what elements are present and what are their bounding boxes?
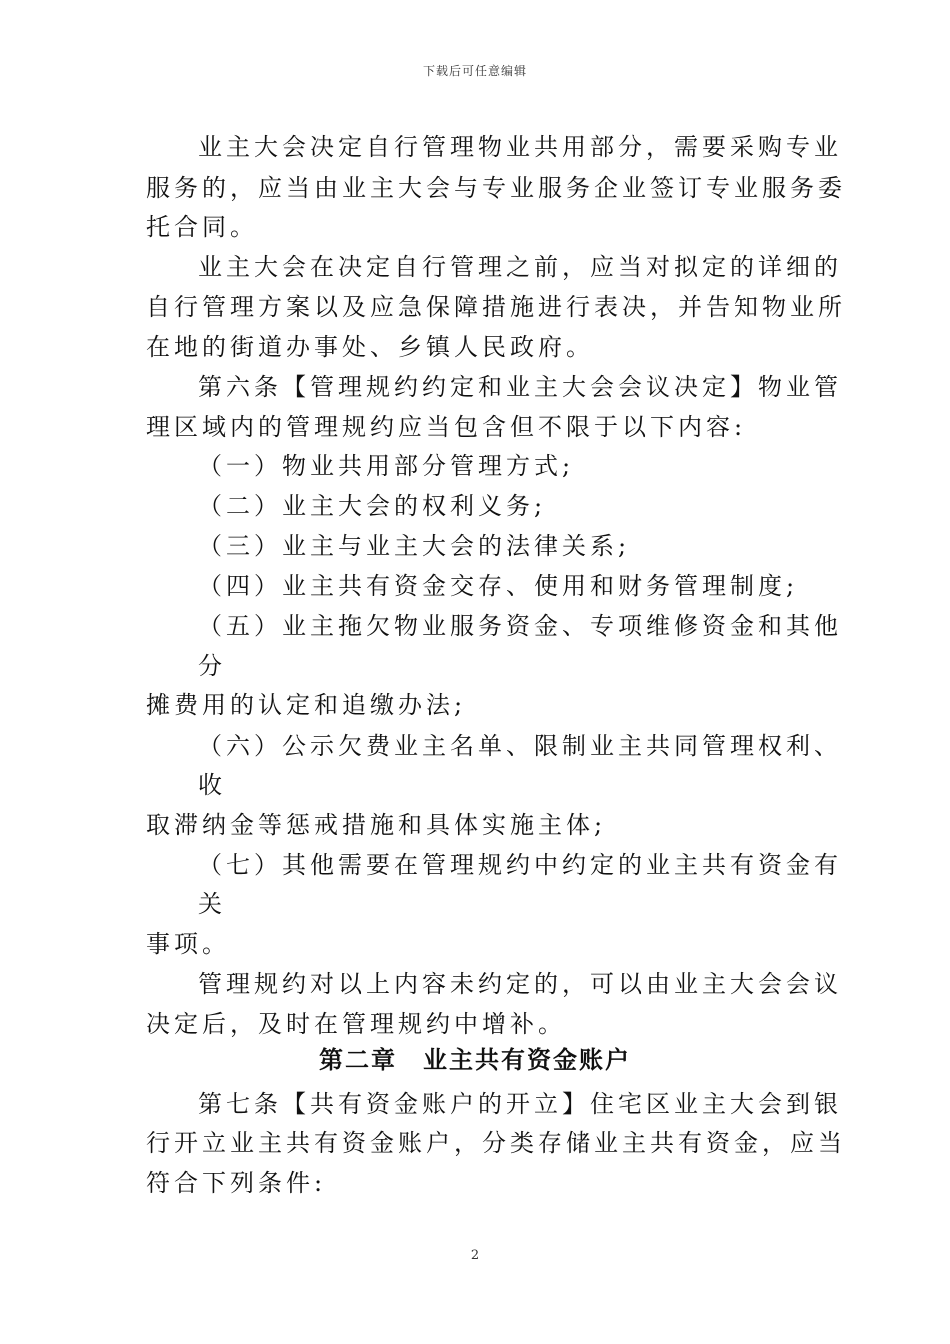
- paragraph-line: 在地的街道办事处、乡镇人民政府。: [146, 333, 594, 361]
- list-item-line: 摊费用的认定和追缴办法;: [146, 691, 467, 719]
- list-item-line: 事项。: [146, 930, 230, 958]
- list-item-line: 分: [198, 652, 226, 680]
- paragraph-line: 理区域内的管理规约应当包含但不限于以下内容:: [146, 413, 747, 441]
- paragraph-line: 业主大会决定自行管理物业共用部分，需要采购专业: [198, 133, 842, 161]
- page-header: 下载后可任意编辑: [422, 64, 527, 78]
- paragraph-line: 托合同。: [146, 213, 258, 241]
- paragraph-line: 符合下列条件:: [146, 1169, 327, 1197]
- list-item-line: （四）业主共有资金交存、使用和财务管理制度;: [198, 572, 799, 600]
- list-item-line: 收: [198, 771, 226, 799]
- list-item-line: （七）其他需要在管理规约中约定的业主共有资金有: [198, 851, 842, 879]
- list-item-line: 关: [198, 890, 226, 918]
- paragraph-line: 业主大会在决定自行管理之前，应当对拟定的详细的: [198, 253, 842, 281]
- chapter-heading: 第二章 业主共有资金账户: [319, 1046, 631, 1074]
- list-item-line: （一）物业共用部分管理方式;: [198, 452, 575, 480]
- paragraph-line: 第七条【共有资金账户的开立】住宅区业主大会到银: [198, 1090, 842, 1118]
- list-item-line: （三）业主与业主大会的法律关系;: [198, 532, 631, 560]
- list-item-line: （六）公示欠费业主名单、限制业主共同管理权利、: [198, 732, 842, 760]
- paragraph-line: 决定后，及时在管理规约中增补。: [146, 1010, 566, 1038]
- paragraph-line: 行开立业主共有资金账户，分类存储业主共有资金，应当: [146, 1129, 846, 1157]
- list-item-line: （二）业主大会的权利义务;: [198, 492, 547, 520]
- paragraph-line: 管理规约对以上内容未约定的，可以由业主大会会议: [198, 970, 842, 998]
- list-item-line: （五）业主拖欠物业服务资金、专项维修资金和其他: [198, 612, 842, 640]
- list-item-line: 取滞纳金等惩戒措施和具体实施主体;: [146, 811, 607, 839]
- paragraph-line: 第六条【管理规约约定和业主大会会议决定】物业管: [198, 373, 842, 401]
- paragraph-line: 自行管理方案以及应急保障措施进行表决，并告知物业所: [146, 293, 846, 321]
- page-number: 2: [470, 1248, 480, 1263]
- paragraph-line: 服务的，应当由业主大会与专业服务企业签订专业服务委: [146, 174, 846, 202]
